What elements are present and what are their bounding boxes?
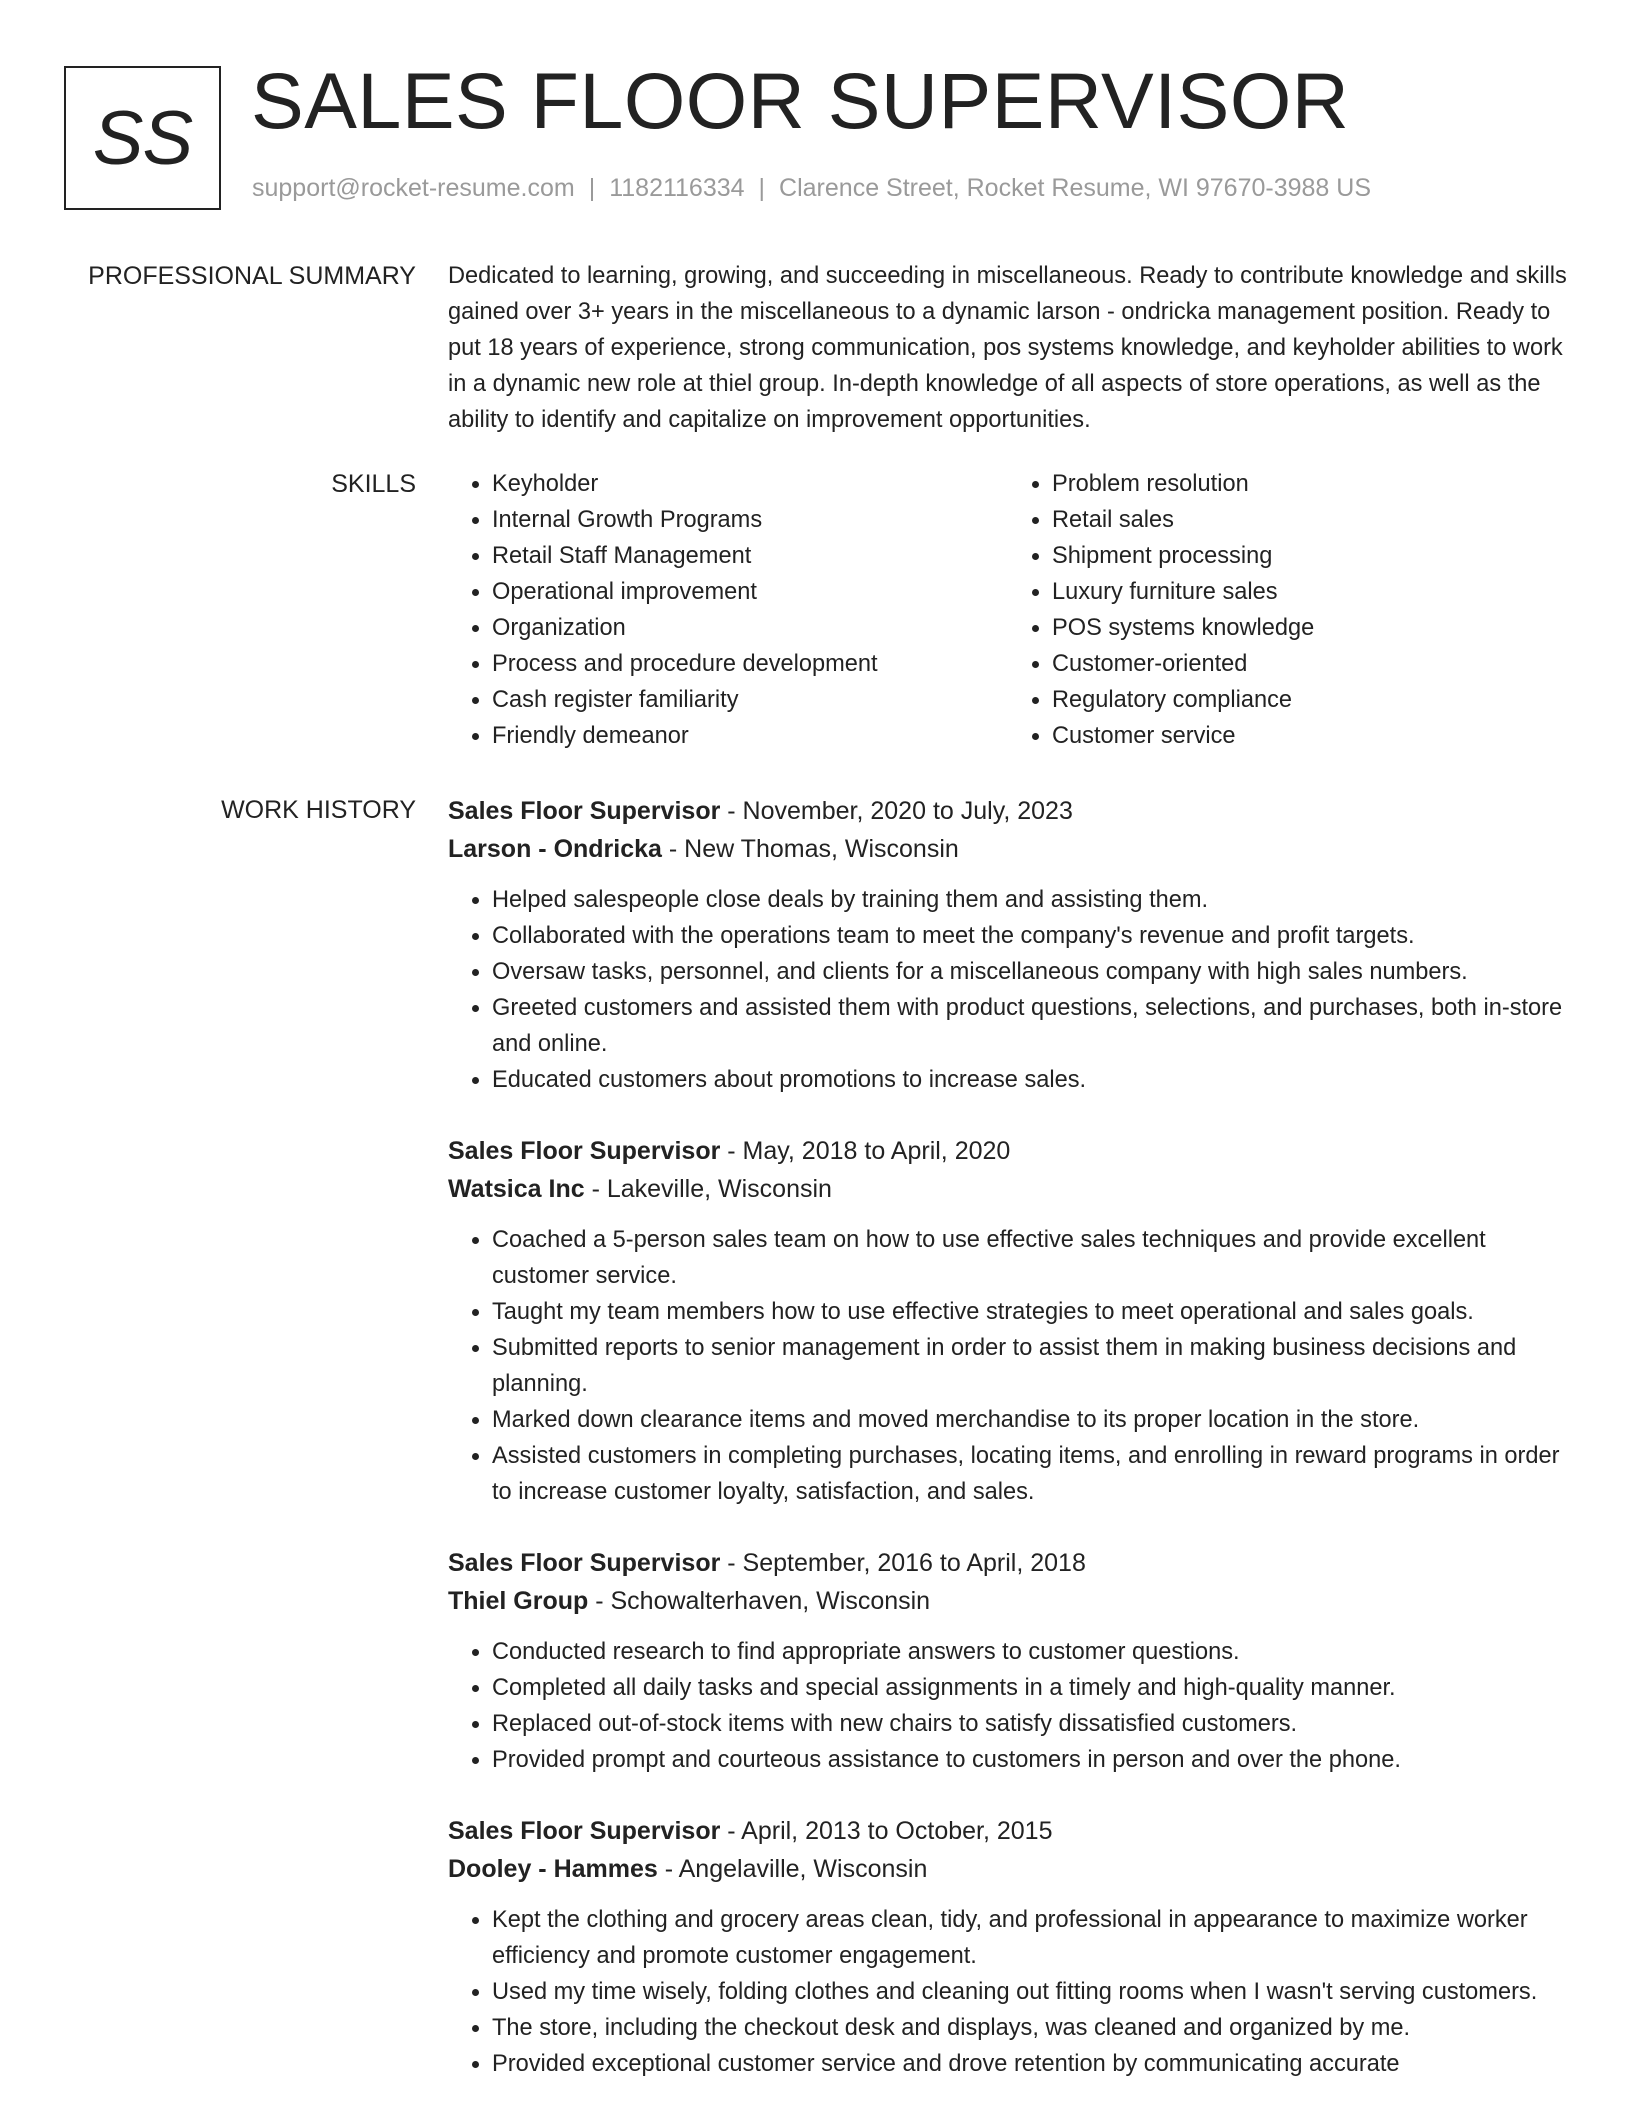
skill-item: • Internal Growth Programs (492, 502, 1008, 538)
job-bullet: • Collaborated with the operations team to meet the company's revenue and profit targets. (492, 918, 1568, 954)
job-company: Dooley - Hammes (448, 1855, 658, 1883)
skill-item: • Organization (492, 610, 1008, 646)
job-bullet: • Coached a 5-person sales team on how to use effective sales techniques and provide excellent customer service. (492, 1222, 1568, 1294)
job-company-line (448, 1170, 1568, 1208)
job-bullet: • Assisted customers in completing purchases, locating items, and enrolling in reward programs in order to increase customer loyalty, satisfaction, and sales. (492, 1438, 1568, 1510)
job-bullet: • Conducted research to find appropriate answers to customer questions. (492, 1634, 1568, 1670)
job-bullet: • Provided exceptional customer service and drove retention by communicating accurate (492, 2046, 1568, 2082)
contact-phone: 1182116334 (609, 174, 745, 202)
job-bullet: • The store, including the checkout desk and displays, was cleaned and organized by me. (492, 2010, 1568, 2046)
skill-item: • Regulatory compliance (1052, 682, 1568, 718)
skill-item: • Customer-oriented (1052, 646, 1568, 682)
job-bullet: • Completed all daily tasks and special assignments in a timely and high-quality manner. (492, 1670, 1568, 1706)
job-dates: - May, 2018 to April, 2020 (720, 1137, 1011, 1165)
section-label-summary: PROFESSIONAL SUMMARY (88, 262, 416, 290)
skill-item: • Process and procedure development (492, 646, 1008, 682)
job-title-line (448, 792, 1568, 830)
contact-address: Clarence Street, Rocket Resume, WI 97670-3988 US (779, 174, 1371, 202)
contact-email[interactable]: support@rocket-resume.com (252, 174, 575, 202)
job-bullet: • Provided prompt and courteous assistance to customers in person and over the phone. (492, 1742, 1568, 1778)
job-bullet-list (448, 1222, 1568, 1510)
section-label-work-history: WORK HISTORY (221, 796, 416, 824)
job-title: Sales Floor Supervisor (448, 797, 721, 825)
job-bullet: • Helped salespeople close deals by training them and assisting them. (492, 882, 1568, 918)
job-company-line (448, 1582, 1568, 1620)
skills-list-left (448, 466, 1008, 754)
job-location: - Lakeville, Wisconsin (584, 1175, 832, 1203)
contact-separator: | (758, 174, 766, 202)
job-dates: - April, 2013 to October, 2015 (720, 1817, 1053, 1845)
skill-item: • Problem resolution (1052, 466, 1568, 502)
job-bullet: • Submitted reports to senior management in order to assist them in making business decisions and planning. (492, 1330, 1568, 1402)
job-location: - Schowalterhaven, Wisconsin (588, 1587, 931, 1615)
job-entry (448, 792, 1568, 1098)
jobs-list (448, 792, 1568, 2116)
job-bullet: • Marked down clearance items and moved merchandise to its proper location in the store. (492, 1402, 1568, 1438)
skill-item: • Cash register familiarity (492, 682, 1008, 718)
summary-text: Dedicated to learning, growing, and succeeding in miscellaneous. Ready to contribute knowledge and skills gained over 3+ years in the miscellaneous to a dynamic larson - ondricka management position. Ready to put 18 years of experience, strong communication, pos systems knowledge, and keyholder abilities to work in a dynamic new role at thiel group. In-depth knowledge of all aspects of store operations, as well as the ability to identify and capitalize on improvement opportunities. (448, 263, 1567, 433)
job-title-line (448, 1544, 1568, 1582)
skill-item: • Retail Staff Management (492, 538, 1008, 574)
job-title-line (448, 1132, 1568, 1170)
job-bullet: • Educated customers about promotions to increase sales. (492, 1062, 1568, 1098)
job-location: - Angelaville, Wisconsin (657, 1855, 928, 1883)
monogram: SS (64, 66, 221, 210)
skills-list-right (1008, 466, 1568, 754)
job-entry (448, 1132, 1568, 1510)
job-bullet-list (448, 1634, 1568, 1778)
job-title: Sales Floor Supervisor (448, 1549, 721, 1577)
job-entry (448, 1544, 1568, 1778)
job-company-line (448, 830, 1568, 868)
job-title: Sales Floor Supervisor (448, 1137, 721, 1165)
contact-separator: | (588, 174, 596, 202)
skill-item: • Retail sales (1052, 502, 1568, 538)
resume-title: SALES FLOOR SUPERVISOR (251, 56, 1350, 145)
job-bullet-list (448, 1902, 1568, 2082)
skill-item: • Luxury furniture sales (1052, 574, 1568, 610)
job-company: Larson - Ondricka (448, 835, 662, 863)
job-bullet: • Replaced out-of-stock items with new chairs to satisfy dissatisfied customers. (492, 1706, 1568, 1742)
job-bullet: • Taught my team members how to use effective strategies to meet operational and sales goals. (492, 1294, 1568, 1330)
job-company: Thiel Group (448, 1587, 589, 1615)
job-bullet: • Greeted customers and assisted them with product questions, selections, and purchases, both in-store and online. (492, 990, 1568, 1062)
job-bullet-list (448, 882, 1568, 1098)
job-bullet: • Used my time wisely, folding clothes and cleaning out fitting rooms when I wasn't serving customers. (492, 1974, 1568, 2010)
job-bullet: • Kept the clothing and grocery areas clean, tidy, and professional in appearance to maximize worker efficiency and promote customer engagement. (492, 1902, 1568, 1974)
skill-item: • Shipment processing (1052, 538, 1568, 574)
job-title-line (448, 1812, 1568, 1850)
job-bullet: • Oversaw tasks, personnel, and clients for a miscellaneous company with high sales numbers. (492, 954, 1568, 990)
skill-item: • Friendly demeanor (492, 718, 1008, 754)
job-dates: - November, 2020 to July, 2023 (720, 797, 1073, 825)
job-location: - New Thomas, Wisconsin (661, 835, 959, 863)
skill-item: • Keyholder (492, 466, 1008, 502)
job-entry (448, 1812, 1568, 2082)
job-dates: - September, 2016 to April, 2018 (720, 1549, 1086, 1577)
section-label-skills: SKILLS (331, 470, 416, 498)
job-company-line (448, 1850, 1568, 1888)
skill-item: • Operational improvement (492, 574, 1008, 610)
skill-item: • POS systems knowledge (1052, 610, 1568, 646)
contact-line (252, 174, 1371, 203)
job-company: Watsica Inc (448, 1175, 585, 1203)
job-title: Sales Floor Supervisor (448, 1817, 721, 1845)
skill-item: • Customer service (1052, 718, 1568, 754)
